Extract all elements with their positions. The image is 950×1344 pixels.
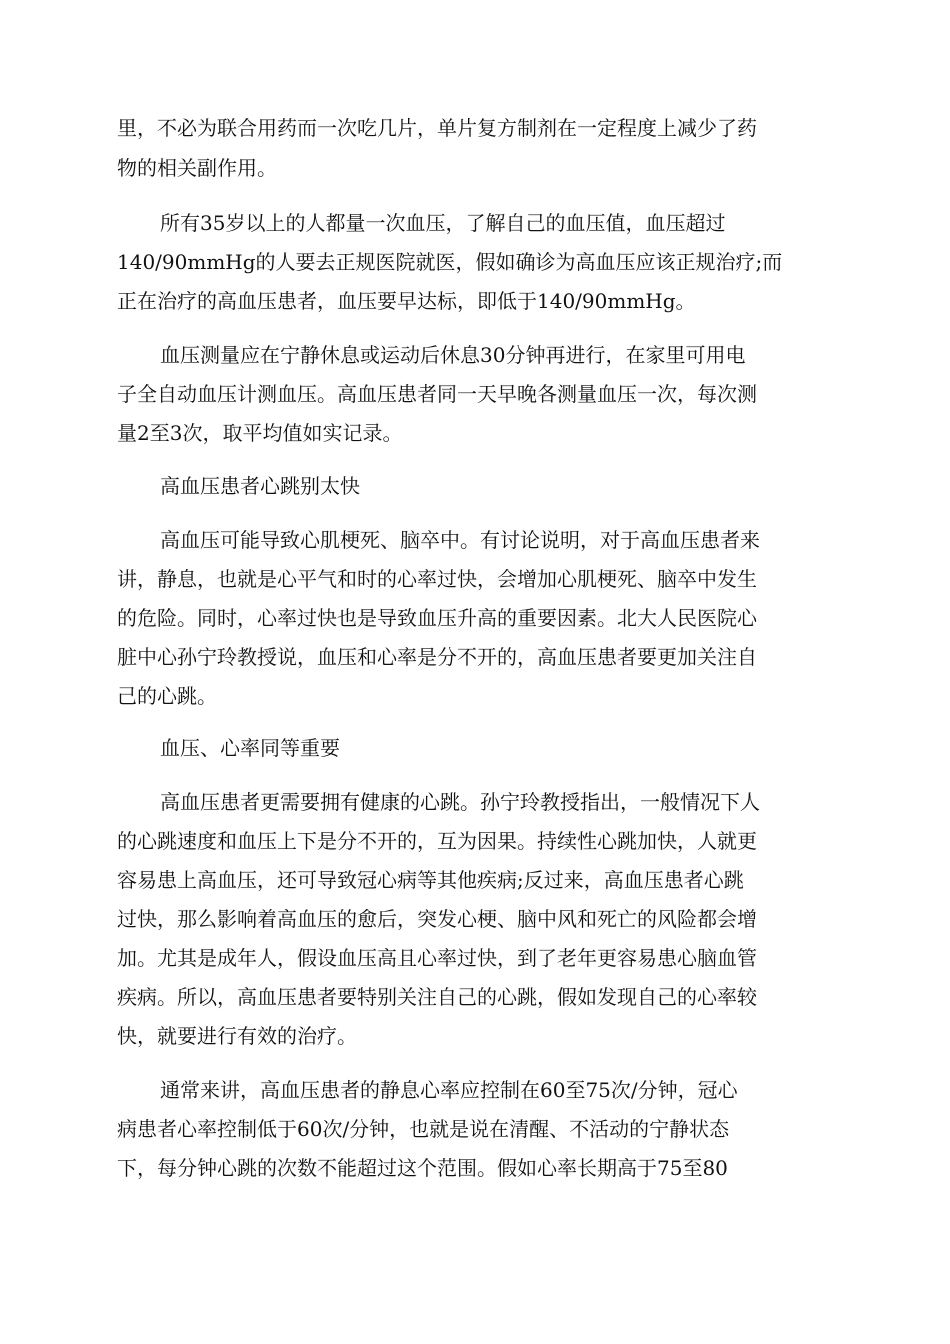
text-line: 高血压可能导致心肌梗死、脑卒中。有讨论说明，对于高血压患者来 <box>160 528 760 552</box>
text-line: 所有35岁以上的人都量一次血压，了解自己的血压值，血压超过 <box>160 211 726 235</box>
text-line: 量2至3次，取平均值如实记录。 <box>117 421 403 445</box>
section-heading: 血压、心率同等重要 <box>160 736 340 760</box>
text-line: 容易患上高血压，还可导致冠心病等其他疾病;反过来，高血压患者心跳 <box>117 868 744 892</box>
text-line: 疾病。所以，高血压患者要特别关注自己的心跳，假如发现自己的心率较 <box>117 985 757 1009</box>
text-line: 过快，那么影响着高血压的愈后，突发心梗、脑中风和死亡的风险都会增 <box>117 907 757 931</box>
text-line: 脏中心孙宁玲教授说，血压和心率是分不开的，高血压患者要更加关注自 <box>117 645 757 669</box>
text-line: 讲，静息，也就是心平气和时的心率过快，会增加心肌梗死、脑卒中发生 <box>117 567 757 591</box>
text-line: 子全自动血压计测血压。高血压患者同一天早晚各测量血压一次，每次测 <box>117 382 757 406</box>
text-line: 下，每分钟心跳的次数不能超过这个范围。假如心率长期高于75至80 <box>117 1156 728 1180</box>
text-line: 的危险。同时，心率过快也是导致血压升高的重要因素。北大人民医院心 <box>117 606 757 630</box>
text-line: 快，就要进行有效的治疗。 <box>117 1024 357 1048</box>
text-line: 血压测量应在宁静休息或运动后休息30分钟再进行，在家里可用电 <box>160 343 746 367</box>
text-line: 的心跳速度和血压上下是分不开的，互为因果。持续性心跳加快，人就更 <box>117 829 757 853</box>
section-heading: 高血压患者心跳别太快 <box>160 474 360 498</box>
text-line: 通常来讲，高血压患者的静息心率应控制在60至75次/分钟，冠心 <box>160 1078 738 1102</box>
text-line: 病患者心率控制低于60次/分钟，也就是说在清醒、不活动的宁静状态 <box>117 1117 730 1141</box>
text-line: 己的心跳。 <box>117 684 217 708</box>
text-line: 140/90mmHg的人要去正规医院就医，假如确诊为高血压应该正规治疗;而 <box>117 250 783 274</box>
text-line: 物的相关副作用。 <box>117 156 277 180</box>
text-line: 高血压患者更需要拥有健康的心跳。孙宁玲教授指出，一般情况下人 <box>160 790 760 814</box>
text-line: 里，不必为联合用药而一次吃几片，单片复方制剂在一定程度上减少了药 <box>117 116 757 140</box>
text-line: 正在治疗的高血压患者，血压要早达标，即低于140/90mmHg。 <box>117 289 696 313</box>
text-line: 加。尤其是成年人，假设血压高且心率过快，到了老年更容易患心脑血管 <box>117 946 757 970</box>
